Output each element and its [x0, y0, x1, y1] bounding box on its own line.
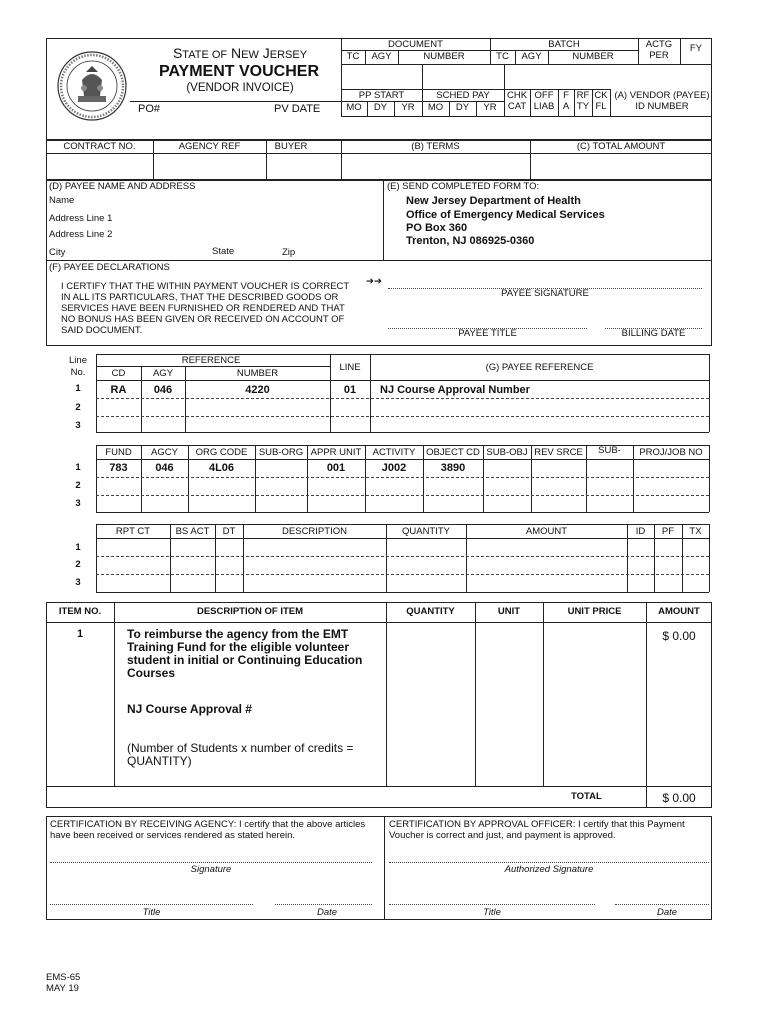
agency-ref-label: AGENCY REF [178, 141, 241, 152]
payee-address-line-2-field[interactable]: Address Line 2 [49, 229, 113, 240]
report-row: 2 [75, 559, 81, 570]
report-row: 1 [75, 542, 81, 553]
reference-number-cell[interactable]: 4220 [245, 384, 270, 396]
vendor-id-label: (A) VENDOR (PAYEE) [614, 90, 710, 101]
state-name: STATE OF NEW JERSEY [172, 45, 308, 61]
reference-agy-cell[interactable]: 046 [153, 384, 173, 396]
form-title: PAYMENT VOUCHER [158, 63, 320, 80]
contract-no-label: CONTRACT NO. [63, 141, 136, 152]
payee-address-line-1-field[interactable]: Address Line 1 [49, 213, 113, 224]
report-row: 3 [75, 577, 81, 588]
payee-city-field[interactable]: City [49, 247, 66, 258]
agcy-cell[interactable]: 046 [155, 462, 174, 474]
payee-reference-cell[interactable]: NJ Course Approval Number [380, 384, 530, 396]
payee-state-field[interactable]: State [212, 246, 235, 257]
payee-zip-field[interactable]: Zip [282, 247, 296, 258]
reference-row: 2 [75, 402, 81, 413]
arrow-icon: ➔➔ [366, 276, 382, 287]
approval-date-line[interactable] [615, 904, 709, 905]
receiving-date-line[interactable] [275, 904, 372, 905]
payee-name-field[interactable]: Name [49, 195, 75, 206]
appr-unit-cell[interactable]: 001 [326, 462, 346, 474]
pv-date-field[interactable]: PV DATE [274, 103, 321, 115]
state-seal-icon [56, 50, 128, 122]
reference-line-cell[interactable]: 01 [343, 384, 357, 396]
funding-row: 3 [75, 498, 81, 509]
object-cd-cell[interactable]: 3890 [440, 462, 466, 474]
total-amount-label: (C) TOTAL AMOUNT [576, 141, 666, 152]
total-amount-value[interactable]: $ 0.00 [662, 791, 696, 805]
send-to-address-line-3: PO Box 360 [406, 222, 468, 234]
receiving-signature-line[interactable] [50, 862, 372, 863]
form-revision: MAY 19 [46, 983, 79, 994]
po-number-field[interactable]: PO# [138, 103, 161, 115]
approval-signature-line[interactable] [389, 862, 709, 863]
fund-cell[interactable]: 783 [109, 462, 128, 474]
form-subtitle: (VENDOR INVOICE) [186, 82, 294, 94]
send-to-address-line-2: Office of Emergency Medical Services [406, 209, 605, 221]
send-to-address-line-4: Trenton, NJ 086925-0360 [406, 235, 535, 247]
reference-cd-cell[interactable]: RA [110, 384, 127, 396]
item-amount-cell[interactable]: $ 0.00 [662, 629, 696, 643]
activity-cell[interactable]: J002 [381, 462, 407, 474]
terms-label: (B) TERMS [411, 141, 460, 152]
funding-row: 2 [75, 480, 81, 491]
form-number: EMS-65 [46, 972, 81, 983]
reference-row: 3 [75, 420, 81, 431]
approval-title-line[interactable] [389, 904, 595, 905]
send-to-address-line-1: New Jersey Department of Health [406, 195, 581, 207]
org-code-cell[interactable]: 4L06 [208, 462, 235, 474]
receiving-title-line[interactable] [50, 904, 253, 905]
buyer-label: BUYER [274, 141, 308, 152]
